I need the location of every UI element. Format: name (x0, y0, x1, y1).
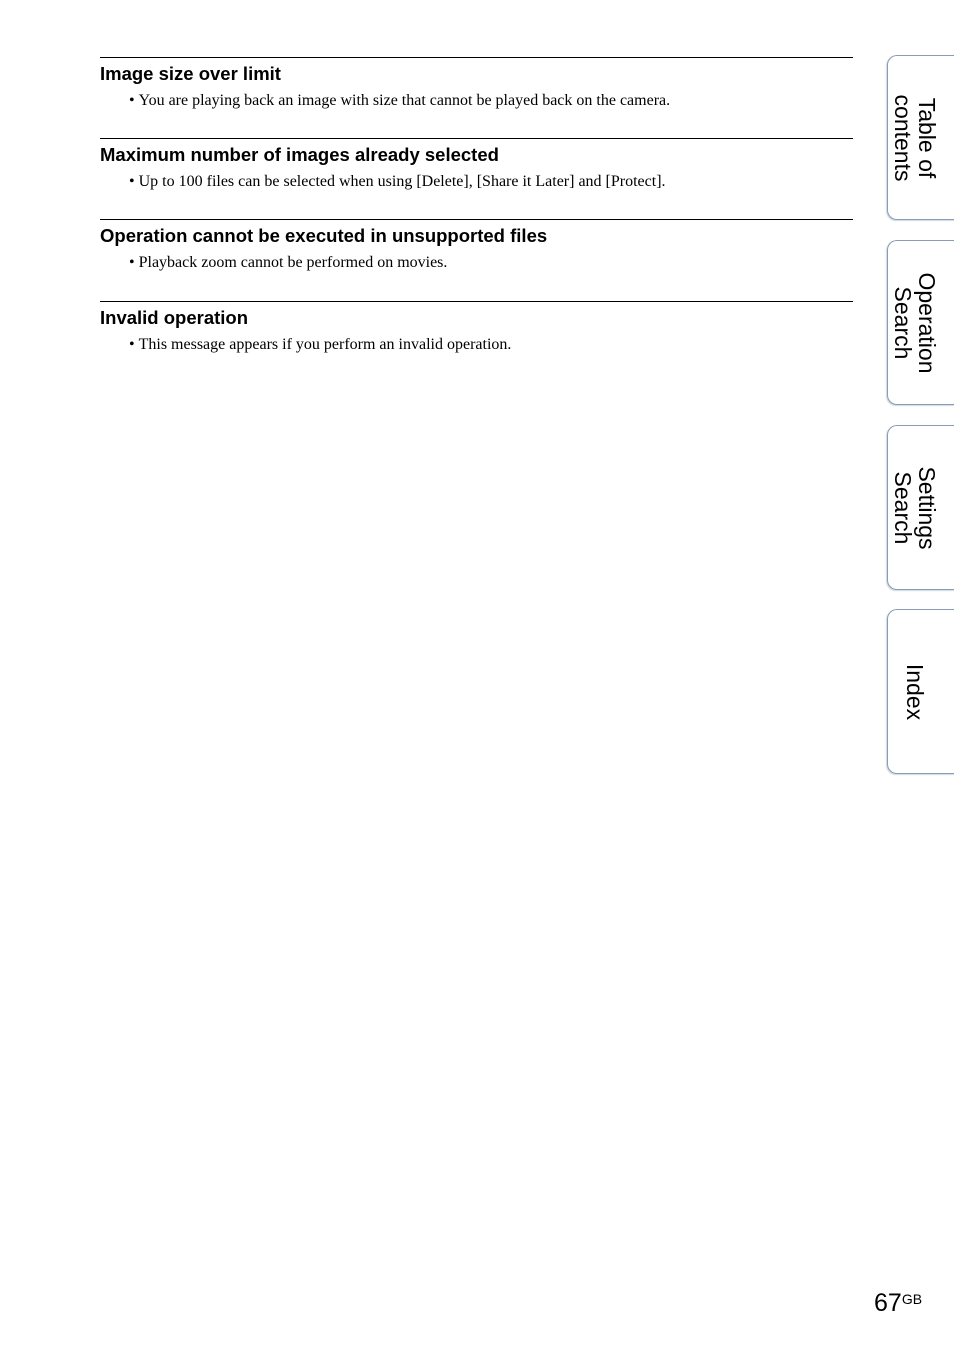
bullet-item (129, 92, 670, 110)
tab-label: Table of contents (889, 94, 940, 181)
tab-table-of-contents[interactable] (887, 55, 954, 220)
bullet-symbol: • (129, 173, 135, 190)
bullet-item (129, 254, 447, 272)
tab-index[interactable] (887, 609, 954, 774)
section-title: Image size over limit (100, 63, 281, 84)
bullet-item (129, 173, 666, 191)
section-title: Operation cannot be executed in unsupported files (100, 225, 548, 246)
bullet-text: You are playing back an image with size that cannot be played back on the camera. (138, 92, 671, 109)
page-number-suffix: GB (901, 1291, 923, 1307)
section-image-size-over-limit (100, 57, 853, 138)
bullet-text: This message appears if you perform an invalid operation. (138, 336, 512, 353)
tab-label: Index (901, 663, 928, 720)
tab-operation-search[interactable] (887, 240, 954, 405)
bullet-symbol: • (129, 92, 135, 109)
tab-label: Operation Search (889, 271, 940, 374)
section-invalid-operation (100, 301, 853, 382)
tab-label: Settings Search (889, 465, 940, 550)
bullet-symbol: • (129, 336, 135, 353)
section-max-images-selected (100, 138, 853, 219)
section-title: Maximum number of images already selected (100, 144, 499, 165)
bullet-text: Up to 100 files can be selected when using [Delete], [Share it Later] and [Protect]. (138, 173, 666, 190)
bullet-item (129, 336, 511, 354)
page-number-value: 67 (874, 1289, 902, 1317)
tab-settings-search[interactable] (887, 425, 954, 590)
page-number (874, 1289, 922, 1318)
bullet-symbol: • (129, 254, 135, 271)
section-unsupported-files (100, 219, 853, 301)
section-title: Invalid operation (100, 307, 249, 328)
content-area (100, 57, 853, 382)
bullet-text: Playback zoom cannot be performed on movies. (138, 254, 448, 271)
